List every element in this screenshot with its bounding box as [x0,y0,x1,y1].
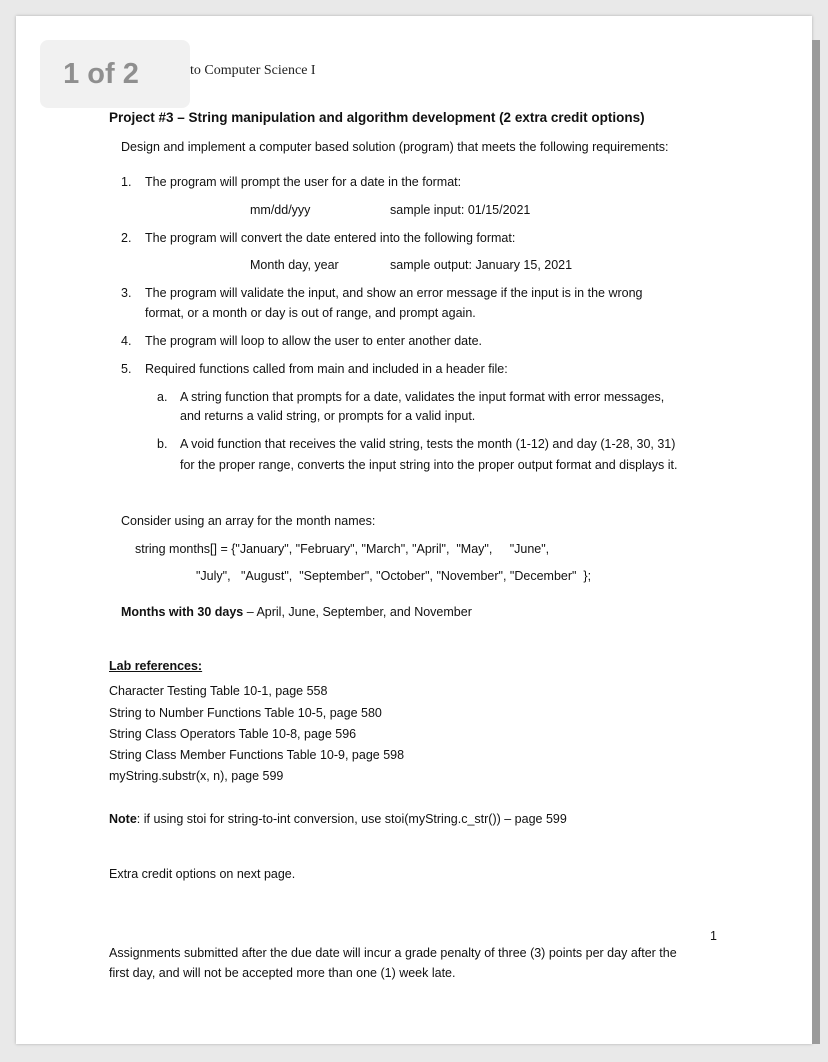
consider-text: Consider using an array for the month names: [121,514,376,528]
subitem-b-line1: A void function that receives the valid string, tests the month (1-12) and day (1-28, 30, 31) [180,437,676,451]
lab-ref-item: String Class Operators Table 10-8, page 596 [109,727,357,741]
lab-ref-item: myString.substr(x, n), page 599 [109,769,284,783]
project-title: Project #3 – String manipulation and algorithm development (2 extra credit options) [109,110,645,125]
page-number: 1 [710,929,717,943]
months-30-label: Months with 30 days [121,605,244,619]
output-sample: sample output: January 15, 2021 [390,258,573,272]
array-line-1: string months[] = {"January", "February", "March", "April", "May", "June", [135,542,550,556]
months-30-text: – April, June, September, and November [243,605,472,619]
req-2-number: 2. [121,231,132,245]
lab-ref-item: String to Number Functions Table 10-5, page 580 [109,706,382,720]
output-format: Month day, year [250,258,339,272]
course-header: to Computer Science I [190,63,316,78]
months-30-line [121,605,472,619]
req-1-number: 1. [121,175,132,189]
document-page [16,16,812,1044]
lab-ref-item: Character Testing Table 10-1, page 558 [109,684,328,698]
note-label: Note [109,812,137,826]
extra-credit-note: Extra credit options on next page. [109,867,296,881]
intro-text: Design and implement a computer based solution (program) that meets the following requirements: [121,140,669,154]
note-text: : if using stoi for string-to-int conversion, use stoi(myString.c_str()) – page 599 [136,812,567,826]
input-sample: sample input: 01/15/2021 [390,203,531,217]
late-policy-line2: first day, and will not be accepted more than one (1) week late. [109,966,456,980]
req-1-text: The program will prompt the user for a date in the format: [145,175,462,189]
subitem-a-line2: and returns a valid string, or prompts for a valid input. [180,409,476,423]
late-policy-line1: Assignments submitted after the due date will incur a grade penalty of three (3) points per day after the [109,946,677,960]
array-line-2: "July", "August", "September", "October", "November", "December" }; [196,569,592,583]
req-5-number: 5. [121,362,132,376]
subitem-b-letter: b. [157,437,168,451]
req-3-line2: format, or a month or day is out of range, and prompt again. [145,306,476,320]
req-5-text: Required functions called from main and included in a header file: [145,362,508,376]
page-shadow-edge [812,40,820,1044]
subitem-b-line2: for the proper range, converts the input string into the proper output format and displays it. [180,458,678,472]
subitem-a-line1: A string function that prompts for a date, validates the input format with error messages, [180,390,665,404]
page-indicator-badge: 1 of 2 [40,40,190,108]
req-2-text: The program will convert the date entered into the following format: [145,231,516,245]
req-4-number: 4. [121,334,132,348]
lab-ref-item: String Class Member Functions Table 10-9, page 598 [109,748,405,762]
input-format: mm/dd/yyy [250,203,311,217]
note-line [109,812,567,826]
req-3-number: 3. [121,286,132,300]
req-3-line1: The program will validate the input, and show an error message if the input is in the wrong [145,286,643,300]
subitem-a-letter: a. [157,390,168,404]
req-4-text: The program will loop to allow the user to enter another date. [145,334,482,348]
lab-references-heading: Lab references: [109,659,203,673]
